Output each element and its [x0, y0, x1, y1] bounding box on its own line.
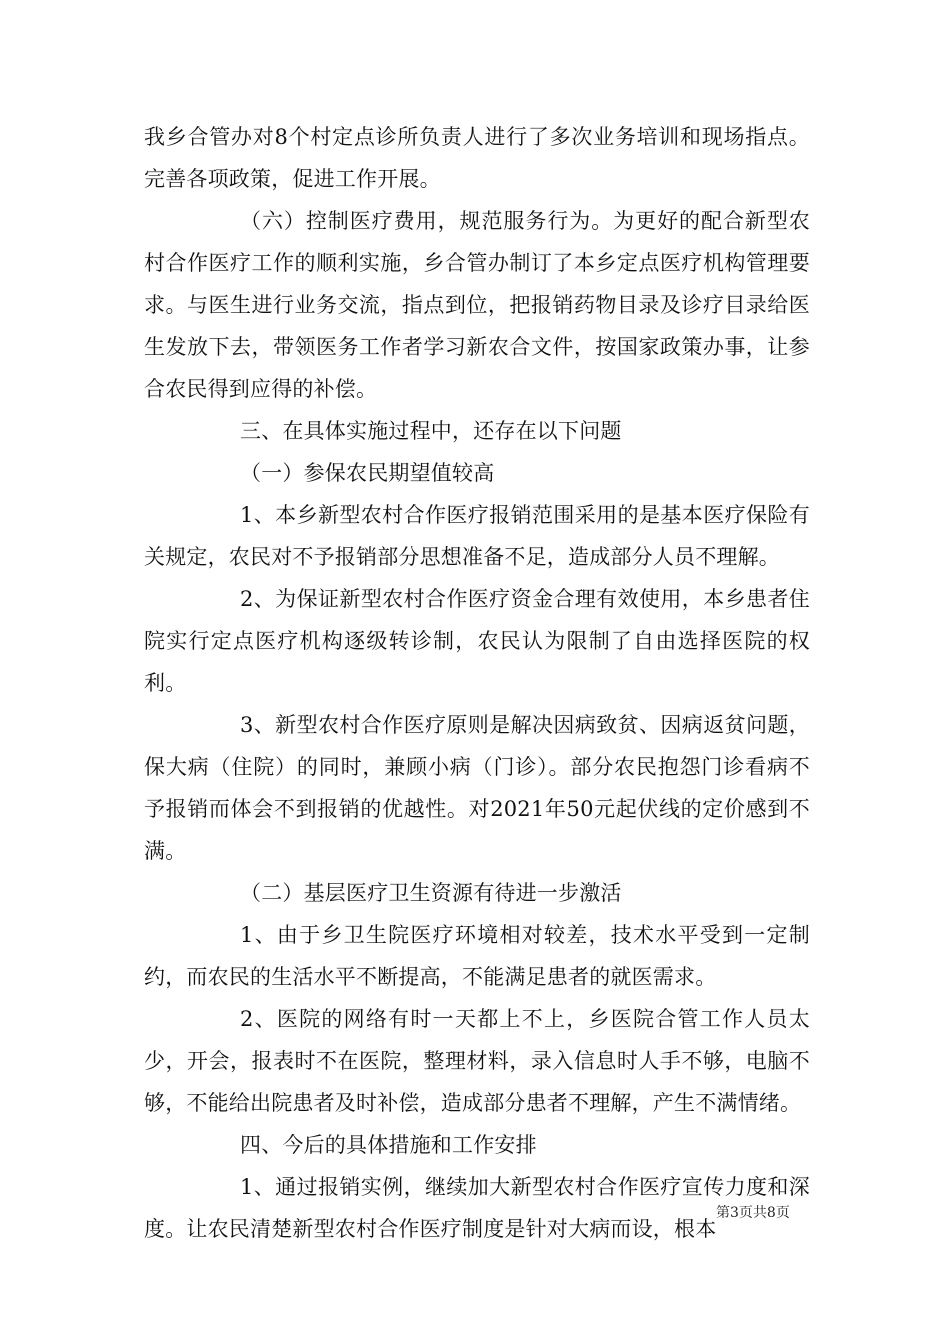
paragraph-4: 2、为保证新型农村合作医疗资金合理有效使用，本乡患者住院实行定点医疗机构逐级转诊制，农民认为限制了自由选择医院的权利。	[144, 587, 810, 695]
page-number-footer: 第3页共8页	[716, 1205, 790, 1221]
paragraph-2: （六）控制医疗费用，规范服务行为。为更好的配合新型农村合作医疗工作的顺利实施，乡合管办制订了本乡定点医疗机构管理要求。与医生进行业务交流，指点到位，把报销药物目录及诊疗目录给医生发放下去，带领医务工作者学习新农合文件，按国家政策办事，让参合农民得到应得的补偿。	[144, 209, 810, 401]
paragraph-3: 1、本乡新型农村合作医疗报销范围采用的是基本医疗保险有关规定，农民对不予报销部分思想准备不足，造成部分人员不理解。	[144, 503, 810, 569]
paragraph-5: 3、新型农村合作医疗原则是解决因病致贫、因病返贫问题，保大病（住院）的同时，兼顾小病（门诊）。部分农民抱怨门诊看病不予报销而体会不到报销的优越性。对2021年50元起伏线的定价感到不满。	[144, 713, 810, 863]
document-body	[144, 116, 810, 1250]
subsection-heading-2: （二）基层医疗卫生资源有待进一步激活	[240, 881, 622, 905]
paragraph-1: 我乡合管办对8个村定点诊所负责人进行了多次业务培训和现场指点。完善各项政策，促进工作开展。	[144, 125, 810, 191]
section-heading-4: 四、今后的具体措施和工作安排	[240, 1133, 537, 1157]
paragraph-7: 2、医院的网络有时一天都上不上，乡医院合管工作人员太少，开会，报表时不在医院，整理材料，录入信息时人手不够，电脑不够，不能给出院患者及时补偿，造成部分患者不理解，产生不满情绪。	[144, 1007, 810, 1115]
paragraph-6: 1、由于乡卫生院医疗环境相对较差，技术水平受到一定制约，而农民的生活水平不断提高，不能满足患者的就医需求。	[144, 923, 810, 989]
paragraph-8: 1、通过报销实例，继续加大新型农村合作医疗宣传力度和深度。让农民清楚新型农村合作医疗制度是针对大病而设，根本	[144, 1175, 810, 1241]
subsection-heading-1: （一）参保农民期望值较高	[240, 461, 495, 485]
section-heading-3: 三、在具体实施过程中，还存在以下问题	[240, 419, 622, 443]
